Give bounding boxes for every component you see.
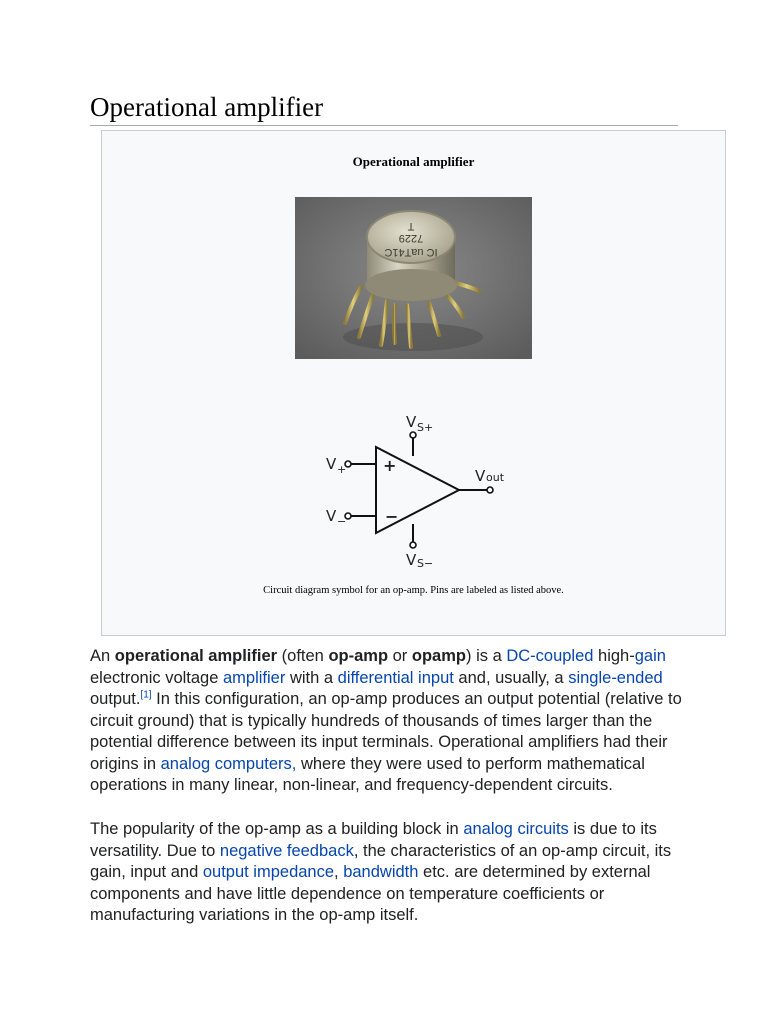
link-bandwidth[interactable]: bandwidth — [343, 863, 419, 881]
minus-sign: − — [385, 507, 399, 526]
link-analog-circuits[interactable]: analog circuits — [463, 820, 569, 838]
term-opamp: opamp — [411, 647, 466, 665]
infobox — [101, 130, 726, 636]
vout-subscript: out — [486, 471, 505, 484]
chip-marking-line2: 7229 — [398, 232, 424, 244]
vs-plus-subscript: S+ — [417, 421, 434, 434]
infobox-caption: Operational amplifier — [352, 154, 475, 169]
chip-marking-line1: IC uaT41C — [384, 246, 438, 258]
link-differential-input[interactable]: differential input — [337, 668, 454, 687]
image-caption: Circuit diagram symbol for an op-amp. Pins are labeled as listed above. — [263, 585, 564, 596]
link-gain[interactable]: gain — [634, 647, 666, 665]
reference-1[interactable]: [1] — [140, 689, 152, 701]
vout-label: V — [475, 467, 486, 485]
op-amp-chip-image — [295, 197, 532, 359]
vs-plus-terminal — [410, 432, 416, 438]
v-plus-subscript: + — [337, 463, 347, 476]
link-negative-feedback[interactable]: negative feedback — [219, 841, 354, 860]
vs-minus-label: V — [406, 551, 417, 567]
v-minus-label: V — [326, 507, 337, 525]
link-dc-coupled[interactable]: DC-coupled — [506, 647, 594, 665]
plus-sign: + — [383, 456, 397, 475]
op-amp-circuit-symbol — [316, 409, 516, 567]
link-amplifier[interactable]: amplifier — [223, 668, 286, 687]
intro-paragraph: An operational amplifier (often op-amp or opamp) is a DC-coupled high-gain electronic voltage amplifier with a differential input and, usually, a single-ended output.[1] In this configuration, an op-amp produces an output potential (relative to circuit ground) that is typically hundreds of thousands of times larger than the potential difference between its input terminals. Operational amplifiers had their origins in analog computers, where they were used to perform mathematical operations in many linear, non-linear, and frequency-dependent circuits. — [90, 647, 682, 794]
link-single-ended[interactable]: single-ended — [568, 668, 663, 687]
link-output-impedance[interactable]: output impedance — [202, 863, 335, 881]
vs-plus-label: V — [406, 413, 417, 431]
link-analog-computers[interactable]: analog computers, — [160, 754, 297, 773]
vs-minus-subscript: S− — [417, 557, 434, 567]
op-amp-photo[interactable] — [295, 197, 532, 359]
vout-terminal — [487, 487, 493, 493]
title-divider — [90, 125, 678, 126]
chip-marking-line3: T — [407, 220, 415, 232]
v-minus-subscript: − — [337, 515, 347, 528]
v-plus-label: V — [326, 455, 337, 473]
vs-minus-terminal — [410, 542, 416, 548]
page-title: Operational amplifier — [90, 92, 324, 122]
popularity-paragraph: The popularity of the op-amp as a building block in analog circuits is due to its versatility. Due to negative feedback, the characteristics of an op-amp circuit, its gain, input and output impedance, bandwidth etc. are determined by external components and have little dependence on temperature coefficients or manufacturing variations in the op-amp itself. — [90, 820, 672, 924]
term-operational-amplifier: operational amplifier — [114, 647, 278, 665]
term-op-amp: op-amp — [328, 647, 389, 665]
